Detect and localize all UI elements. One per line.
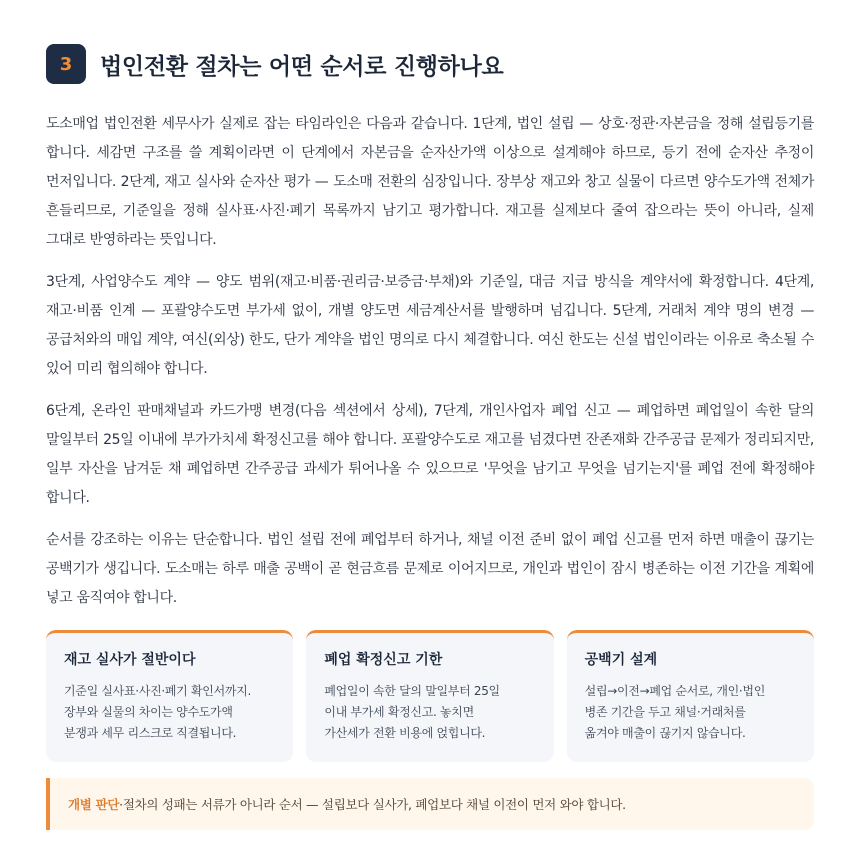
card-line: 기준일 실사표·사진·폐기 확인서까지. xyxy=(64,684,251,698)
callout-note xyxy=(46,778,814,830)
card-title: 폐업 확정신고 기한 xyxy=(324,652,443,668)
body-paragraph-3: 6단계, 온라인 판매채널과 카드가맹 변경(다음 섹션에서 상세), 7단계, 개인사업자 폐업 신고 — 폐업하면 폐업일이 속한 달의 말일부터 25일 이내에 부가가치세 확정신고를 해야 합니다. 포괄양수도로 재고를 넘겼다면 잔존재화 간주공급 문제가 정리되지만, 일부 자산을 남겨둔 채 폐업하면 간주공급 과세가 튀어나올 수 있으므로 '무엇을 남기고 무엇을 넘기는지'를 폐업 전에 확정해야 합니다. xyxy=(46,403,814,506)
note-label: 개별 판단 xyxy=(68,797,120,812)
summary-card-gap-period xyxy=(567,630,814,762)
card-body xyxy=(64,681,277,744)
card-line: 장부와 실물의 차이는 양수도가액 xyxy=(64,705,233,719)
note-separator: · xyxy=(119,796,123,812)
card-body xyxy=(324,681,537,744)
section-heading xyxy=(46,44,814,84)
card-line: 이내 부가세 확정신고. 놓치면 xyxy=(324,705,474,719)
body-paragraph-4: 순서를 강조하는 이유는 단순합니다. 법인 설립 전에 폐업부터 하거나, 채널 이전 준비 없이 폐업 신고를 먼저 하면 매출이 끊기는 공백기가 생깁니다. 도소매는 하루 매출 공백이 곧 현금흐름 문제로 이어지므로, 개인과 법인이 잠시 병존하는 이전 기간을 계획에 넣고 움직여야 합니다. xyxy=(46,532,814,606)
note-text: 절차의 성패는 서류가 아니라 순서 — 설립보다 실사가, 폐업보다 채널 이전이 먼저 와야 합니다. xyxy=(122,797,626,812)
card-line: 폐업일이 속한 달의 말일부터 25일 xyxy=(324,684,500,698)
card-line: 가산세가 전환 비용에 얹힙니다. xyxy=(324,726,486,740)
section-title: 법인전환 절차는 어떤 순서로 진행하나요 xyxy=(100,53,504,80)
summary-cards xyxy=(46,630,814,762)
body-paragraph-1: 도소매업 법인전환 세무사가 실제로 잡는 타임라인은 다음과 같습니다. 1단계, 법인 설립 — 상호·정관·자본금을 정해 설립등기를 합니다. 세감면 구조를 쓸 계획이라면 이 단계에서 자본금을 순자산가액 이상으로 설계해야 하므로, 등기 전에 순자산 추정이 먼저입니다. 2단계, 재고 실사와 순자산 평가 — 도소매 전환의 심장입니다. 장부상 재고와 창고 실물이 다르면 양수도가액 전체가 흔들리므로, 기준일을 정해 실사표·사진·폐기 목록까지 남기고 평가합니다. 재고를 실제보다 줄여 잡으라는 뜻이 아니라, 실제 그대로 반영하라는 뜻입니다. xyxy=(46,116,814,248)
summary-card-inventory xyxy=(46,630,293,762)
card-line: 옮겨야 매출이 끊기지 않습니다. xyxy=(584,726,746,740)
card-title: 재고 실사가 절반이다 xyxy=(64,652,196,668)
card-title: 공백기 설계 xyxy=(584,652,658,668)
summary-card-deadline xyxy=(306,630,553,762)
card-body xyxy=(585,681,798,744)
card-line: 분쟁과 세무 리스크로 직결됩니다. xyxy=(64,726,237,740)
card-line: 설립→이전→폐업 순서로, 개인·법인 xyxy=(584,684,766,698)
card-line: 병존 기간을 두고 채널·거래처를 xyxy=(584,705,746,719)
section-number-badge: 3 xyxy=(46,44,86,84)
body-paragraph-2: 3단계, 사업양수도 계약 — 양도 범위(재고·비품·권리금·보증금·부채)와 기준일, 대금 지급 방식을 계약서에 확정합니다. 4단계, 재고·비품 인계 — 포괄양수도면 부가세 없이, 개별 양도면 세금계산서를 발행하며 넘깁니다. 5단계, 거래처 계약 명의 변경 — 공급처와의 매입 계약, 여신(외상) 한도, 단가 계약을 법인 명의로 다시 체결합니다. 여신 한도는 신설 법인이라는 이유로 축소될 수 있어 미리 협의해야 합니다. xyxy=(46,274,814,377)
